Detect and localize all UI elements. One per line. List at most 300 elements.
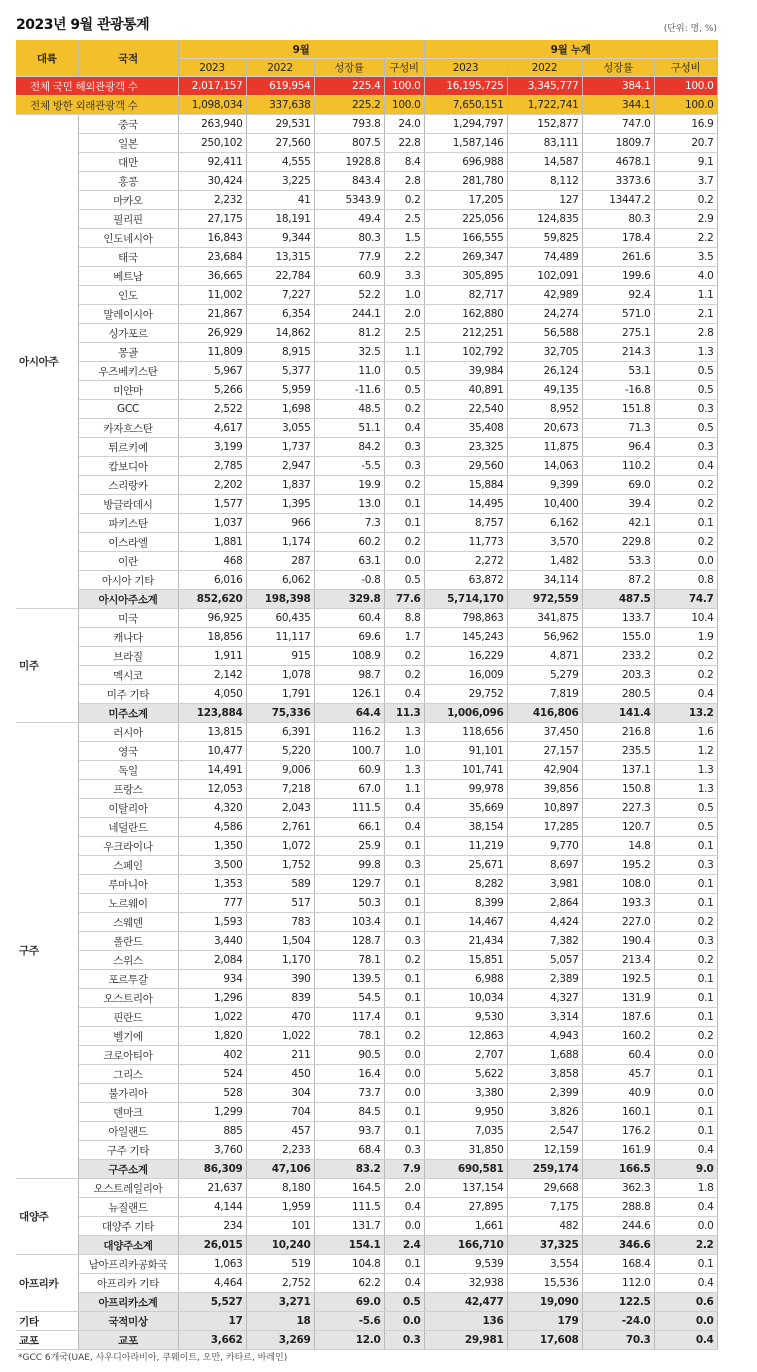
- value-cell: 26,015: [178, 1236, 246, 1255]
- value-cell: 362.3: [582, 1179, 654, 1198]
- value-cell: 26,124: [507, 362, 582, 381]
- value-cell: 519: [246, 1255, 314, 1274]
- value-cell: 2,707: [424, 1046, 507, 1065]
- value-cell: 27,157: [507, 742, 582, 761]
- value-cell: 24.0: [384, 115, 424, 134]
- value-cell: 100.0: [384, 77, 424, 96]
- value-cell: 7,382: [507, 932, 582, 951]
- value-cell: 3,314: [507, 1008, 582, 1027]
- total-label: 전체 국민 해외관광객 수: [16, 77, 178, 96]
- value-cell: 213.4: [582, 951, 654, 970]
- country-cell: 일본: [78, 134, 178, 153]
- value-cell: -5.6: [314, 1312, 384, 1331]
- value-cell: 2.0: [384, 1179, 424, 1198]
- region-cell: 교포: [16, 1331, 78, 1350]
- country-cell: 구주 기타: [78, 1141, 178, 1160]
- country-cell: 대양주소계: [78, 1236, 178, 1255]
- value-cell: 3,981: [507, 875, 582, 894]
- value-cell: 166.5: [582, 1160, 654, 1179]
- country-cell: 아시아 기타: [78, 571, 178, 590]
- value-cell: 3,570: [507, 533, 582, 552]
- value-cell: 1,722,741: [507, 96, 582, 115]
- value-cell: 263,940: [178, 115, 246, 134]
- country-cell: 미주 기타: [78, 685, 178, 704]
- value-cell: 1.9: [654, 628, 717, 647]
- value-cell: 75,336: [246, 704, 314, 723]
- value-cell: 108.9: [314, 647, 384, 666]
- value-cell: 261.6: [582, 248, 654, 267]
- value-cell: 0.0: [654, 552, 717, 571]
- value-cell: 1,959: [246, 1198, 314, 1217]
- country-cell: 우즈베키스탄: [78, 362, 178, 381]
- value-cell: 2,233: [246, 1141, 314, 1160]
- value-cell: 4,464: [178, 1274, 246, 1293]
- header-month: 9월: [178, 40, 424, 59]
- country-cell: 중국: [78, 115, 178, 134]
- value-cell: 1809.7: [582, 134, 654, 153]
- region-cell: 아프리카: [16, 1255, 78, 1312]
- value-cell: 225.4: [314, 77, 384, 96]
- value-cell: 5,220: [246, 742, 314, 761]
- table-row: [16, 191, 717, 210]
- value-cell: 59,825: [507, 229, 582, 248]
- value-cell: 141.4: [582, 704, 654, 723]
- value-cell: 0.1: [654, 514, 717, 533]
- value-cell: 127: [507, 191, 582, 210]
- country-cell: 핀란드: [78, 1008, 178, 1027]
- value-cell: 10,897: [507, 799, 582, 818]
- value-cell: 13.0: [314, 495, 384, 514]
- region-cell: 구주: [16, 723, 78, 1179]
- value-cell: 0.4: [654, 1198, 717, 1217]
- value-cell: 15,536: [507, 1274, 582, 1293]
- table-row: [16, 324, 717, 343]
- value-cell: 0.1: [654, 1122, 717, 1141]
- value-cell: 128.7: [314, 932, 384, 951]
- value-cell: 2,084: [178, 951, 246, 970]
- country-cell: 몽골: [78, 343, 178, 362]
- country-cell: 인도: [78, 286, 178, 305]
- value-cell: 571.0: [582, 305, 654, 324]
- country-cell: 대만: [78, 153, 178, 172]
- value-cell: 747.0: [582, 115, 654, 134]
- value-cell: 168.4: [582, 1255, 654, 1274]
- country-cell: 국적미상: [78, 1312, 178, 1331]
- value-cell: 346.6: [582, 1236, 654, 1255]
- value-cell: 77.9: [314, 248, 384, 267]
- value-cell: 390: [246, 970, 314, 989]
- subtotal-row: [16, 704, 717, 723]
- table-row: [16, 552, 717, 571]
- value-cell: 1,661: [424, 1217, 507, 1236]
- value-cell: 341,875: [507, 609, 582, 628]
- value-cell: 487.5: [582, 590, 654, 609]
- value-cell: 16.4: [314, 1065, 384, 1084]
- country-cell: 오스트레일리아: [78, 1179, 178, 1198]
- value-cell: 116.2: [314, 723, 384, 742]
- value-cell: 4,424: [507, 913, 582, 932]
- value-cell: 4,617: [178, 419, 246, 438]
- value-cell: 90.5: [314, 1046, 384, 1065]
- value-cell: 118,656: [424, 723, 507, 742]
- value-cell: 9,006: [246, 761, 314, 780]
- value-cell: 193.3: [582, 894, 654, 913]
- value-cell: 7.9: [384, 1160, 424, 1179]
- value-cell: 14,491: [178, 761, 246, 780]
- value-cell: 0.2: [654, 913, 717, 932]
- header-col: 2023: [178, 59, 246, 77]
- value-cell: 0.2: [654, 533, 717, 552]
- value-cell: 1.1: [384, 780, 424, 799]
- value-cell: 2,043: [246, 799, 314, 818]
- value-cell: 96.4: [582, 438, 654, 457]
- country-cell: 독일: [78, 761, 178, 780]
- value-cell: 1,737: [246, 438, 314, 457]
- header-col: 2023: [424, 59, 507, 77]
- table-row: [16, 742, 717, 761]
- country-cell: 파키스탄: [78, 514, 178, 533]
- value-cell: 18,191: [246, 210, 314, 229]
- value-cell: 4,320: [178, 799, 246, 818]
- value-cell: 0.2: [654, 647, 717, 666]
- value-cell: 0.3: [384, 932, 424, 951]
- value-cell: 20,673: [507, 419, 582, 438]
- value-cell: 0.4: [384, 818, 424, 837]
- table-row: [16, 989, 717, 1008]
- value-cell: 2.2: [384, 248, 424, 267]
- value-cell: 384.1: [582, 77, 654, 96]
- value-cell: 2.5: [384, 324, 424, 343]
- value-cell: 42,989: [507, 286, 582, 305]
- value-cell: 0.1: [384, 913, 424, 932]
- country-cell: 브라질: [78, 647, 178, 666]
- table-row: [16, 837, 717, 856]
- value-cell: 20.7: [654, 134, 717, 153]
- value-cell: 3,858: [507, 1065, 582, 1084]
- value-cell: 100.7: [314, 742, 384, 761]
- value-cell: 160.2: [582, 1027, 654, 1046]
- value-cell: 0.8: [654, 571, 717, 590]
- value-cell: 48.5: [314, 400, 384, 419]
- value-cell: 11,002: [178, 286, 246, 305]
- value-cell: 1,820: [178, 1027, 246, 1046]
- value-cell: 77.6: [384, 590, 424, 609]
- value-cell: 11.0: [314, 362, 384, 381]
- value-cell: 457: [246, 1122, 314, 1141]
- value-cell: 2,399: [507, 1084, 582, 1103]
- value-cell: 4,144: [178, 1198, 246, 1217]
- table-row: [16, 723, 717, 742]
- title-bar: [16, 10, 717, 34]
- table-row: [16, 1008, 717, 1027]
- value-cell: 112.0: [582, 1274, 654, 1293]
- value-cell: 0.2: [384, 533, 424, 552]
- value-cell: 2,272: [424, 552, 507, 571]
- value-cell: 178.4: [582, 229, 654, 248]
- value-cell: 151.8: [582, 400, 654, 419]
- value-cell: 1,482: [507, 552, 582, 571]
- value-cell: 482: [507, 1217, 582, 1236]
- value-cell: 0.1: [384, 837, 424, 856]
- country-cell: 스위스: [78, 951, 178, 970]
- table-row: [16, 495, 717, 514]
- value-cell: 416,806: [507, 704, 582, 723]
- value-cell: 13,315: [246, 248, 314, 267]
- value-cell: 192.5: [582, 970, 654, 989]
- value-cell: 807.5: [314, 134, 384, 153]
- value-cell: 2,142: [178, 666, 246, 685]
- value-cell: 783: [246, 913, 314, 932]
- value-cell: 0.1: [384, 1122, 424, 1141]
- table-row: [16, 647, 717, 666]
- value-cell: 1,294,797: [424, 115, 507, 134]
- value-cell: 0.2: [384, 191, 424, 210]
- table-row: [16, 229, 717, 248]
- value-cell: 216.8: [582, 723, 654, 742]
- value-cell: 3,760: [178, 1141, 246, 1160]
- value-cell: 8.8: [384, 609, 424, 628]
- value-cell: 0.1: [384, 1103, 424, 1122]
- region-cell: 대양주: [16, 1179, 78, 1255]
- country-cell: 구주소계: [78, 1160, 178, 1179]
- value-cell: 80.3: [582, 210, 654, 229]
- value-cell: 2.2: [654, 229, 717, 248]
- value-cell: 2.9: [654, 210, 717, 229]
- table-row: [16, 1255, 717, 1274]
- value-cell: 259,174: [507, 1160, 582, 1179]
- value-cell: 244.6: [582, 1217, 654, 1236]
- value-cell: 0.2: [384, 951, 424, 970]
- region-cell: 미주: [16, 609, 78, 723]
- value-cell: 190.4: [582, 932, 654, 951]
- value-cell: 517: [246, 894, 314, 913]
- value-cell: 0.4: [384, 685, 424, 704]
- value-cell: 131.7: [314, 1217, 384, 1236]
- value-cell: 50.3: [314, 894, 384, 913]
- value-cell: 468: [178, 552, 246, 571]
- table-row: [16, 609, 717, 628]
- value-cell: 51.1: [314, 419, 384, 438]
- value-cell: 0.2: [384, 666, 424, 685]
- value-cell: 17,285: [507, 818, 582, 837]
- value-cell: 9,539: [424, 1255, 507, 1274]
- value-cell: 102,792: [424, 343, 507, 362]
- value-cell: 5343.9: [314, 191, 384, 210]
- value-cell: 8,757: [424, 514, 507, 533]
- value-cell: 0.1: [384, 894, 424, 913]
- value-cell: 6,062: [246, 571, 314, 590]
- country-cell: 덴마크: [78, 1103, 178, 1122]
- value-cell: 934: [178, 970, 246, 989]
- country-cell: 스페인: [78, 856, 178, 875]
- value-cell: 131.9: [582, 989, 654, 1008]
- value-cell: 344.1: [582, 96, 654, 115]
- country-cell: 대양주 기타: [78, 1217, 178, 1236]
- region-cell: 기타: [16, 1312, 78, 1331]
- value-cell: 71.3: [582, 419, 654, 438]
- value-cell: 10,034: [424, 989, 507, 1008]
- value-cell: 0.4: [384, 1198, 424, 1217]
- value-cell: 14,862: [246, 324, 314, 343]
- value-cell: 3.5: [654, 248, 717, 267]
- value-cell: 0.5: [654, 818, 717, 837]
- value-cell: 22.8: [384, 134, 424, 153]
- value-cell: 1,881: [178, 533, 246, 552]
- total-label: 전체 방한 외래관광객 수: [16, 96, 178, 115]
- value-cell: 402: [178, 1046, 246, 1065]
- value-cell: 101: [246, 1217, 314, 1236]
- value-cell: 9,950: [424, 1103, 507, 1122]
- value-cell: 63,872: [424, 571, 507, 590]
- country-cell: 방글라데시: [78, 495, 178, 514]
- value-cell: 35,669: [424, 799, 507, 818]
- value-cell: 0.2: [384, 400, 424, 419]
- table-row: [16, 210, 717, 229]
- table-row: [16, 1103, 717, 1122]
- country-cell: 영국: [78, 742, 178, 761]
- value-cell: 73.7: [314, 1084, 384, 1103]
- value-cell: 1,022: [246, 1027, 314, 1046]
- value-cell: 852,620: [178, 590, 246, 609]
- value-cell: 70.3: [582, 1331, 654, 1350]
- value-cell: 42,904: [507, 761, 582, 780]
- value-cell: 2.4: [384, 1236, 424, 1255]
- value-cell: 0.0: [384, 1084, 424, 1103]
- value-cell: 12,159: [507, 1141, 582, 1160]
- value-cell: 2,785: [178, 457, 246, 476]
- value-cell: 0.1: [654, 1255, 717, 1274]
- country-cell: 필리핀: [78, 210, 178, 229]
- subtotal-row: [16, 590, 717, 609]
- value-cell: 7,227: [246, 286, 314, 305]
- country-cell: 불가리아: [78, 1084, 178, 1103]
- value-cell: 19,090: [507, 1293, 582, 1312]
- value-cell: 1,698: [246, 400, 314, 419]
- value-cell: 87.2: [582, 571, 654, 590]
- table-row: [16, 1046, 717, 1065]
- value-cell: 124,835: [507, 210, 582, 229]
- value-cell: 56,962: [507, 628, 582, 647]
- table-row: [16, 305, 717, 324]
- value-cell: 34,114: [507, 571, 582, 590]
- value-cell: 1.2: [654, 742, 717, 761]
- value-cell: 9.0: [654, 1160, 717, 1179]
- value-cell: 1,063: [178, 1255, 246, 1274]
- value-cell: 69.6: [314, 628, 384, 647]
- value-cell: 3,662: [178, 1331, 246, 1350]
- value-cell: 7,218: [246, 780, 314, 799]
- table-row: [16, 1179, 717, 1198]
- table-row: [16, 818, 717, 837]
- country-cell: 아시아주소계: [78, 590, 178, 609]
- value-cell: 18,856: [178, 628, 246, 647]
- table-row: [16, 1141, 717, 1160]
- country-cell: 크로아티아: [78, 1046, 178, 1065]
- value-cell: 1928.8: [314, 153, 384, 172]
- country-cell: 뉴질랜드: [78, 1198, 178, 1217]
- value-cell: 2.8: [384, 172, 424, 191]
- value-cell: 4.0: [654, 267, 717, 286]
- value-cell: 0.1: [384, 970, 424, 989]
- value-cell: 1,174: [246, 533, 314, 552]
- value-cell: 4678.1: [582, 153, 654, 172]
- table-row: [16, 1217, 717, 1236]
- value-cell: 5,057: [507, 951, 582, 970]
- value-cell: 2,864: [507, 894, 582, 913]
- value-cell: 1.6: [654, 723, 717, 742]
- value-cell: 39.4: [582, 495, 654, 514]
- value-cell: 162,880: [424, 305, 507, 324]
- country-cell: 스리랑카: [78, 476, 178, 495]
- value-cell: 49.4: [314, 210, 384, 229]
- value-cell: 60,435: [246, 609, 314, 628]
- value-cell: 1.3: [654, 761, 717, 780]
- value-cell: 0.5: [384, 381, 424, 400]
- country-cell: 교포: [78, 1331, 178, 1350]
- table-row: [16, 685, 717, 704]
- total-row: [16, 96, 717, 115]
- value-cell: 1,504: [246, 932, 314, 951]
- value-cell: 161.9: [582, 1141, 654, 1160]
- value-cell: 3,380: [424, 1084, 507, 1103]
- value-cell: 0.3: [384, 438, 424, 457]
- value-cell: 1.0: [384, 742, 424, 761]
- value-cell: 37,325: [507, 1236, 582, 1255]
- unit-note: (단위: 명, %): [663, 24, 717, 34]
- value-cell: 40,891: [424, 381, 507, 400]
- value-cell: 1.7: [384, 628, 424, 647]
- value-cell: -16.8: [582, 381, 654, 400]
- country-cell: 루마니아: [78, 875, 178, 894]
- table-row: [16, 571, 717, 590]
- value-cell: 11,117: [246, 628, 314, 647]
- value-cell: 16,195,725: [424, 77, 507, 96]
- country-cell: GCC: [78, 400, 178, 419]
- country-cell: 포르투갈: [78, 970, 178, 989]
- value-cell: 52.2: [314, 286, 384, 305]
- value-cell: 0.0: [384, 1217, 424, 1236]
- value-cell: 1,593: [178, 913, 246, 932]
- value-cell: 17: [178, 1312, 246, 1331]
- value-cell: 84.5: [314, 1103, 384, 1122]
- value-cell: 0.1: [654, 1103, 717, 1122]
- value-cell: 42.1: [582, 514, 654, 533]
- value-cell: 0.1: [384, 514, 424, 533]
- value-cell: 1,577: [178, 495, 246, 514]
- value-cell: 0.1: [654, 1065, 717, 1084]
- value-cell: 41: [246, 191, 314, 210]
- value-cell: 30,424: [178, 172, 246, 191]
- table-row: [16, 381, 717, 400]
- value-cell: 60.9: [314, 761, 384, 780]
- value-cell: 0.2: [654, 666, 717, 685]
- value-cell: 0.0: [384, 1065, 424, 1084]
- value-cell: 49,135: [507, 381, 582, 400]
- value-cell: 13447.2: [582, 191, 654, 210]
- table-row: [16, 932, 717, 951]
- value-cell: 166,710: [424, 1236, 507, 1255]
- value-cell: 1.8: [654, 1179, 717, 1198]
- value-cell: 227.0: [582, 913, 654, 932]
- value-cell: 5,266: [178, 381, 246, 400]
- table-row: [16, 761, 717, 780]
- value-cell: 123,884: [178, 704, 246, 723]
- table-row: [16, 134, 717, 153]
- value-cell: 0.2: [654, 951, 717, 970]
- value-cell: 12,053: [178, 780, 246, 799]
- country-cell: 말레이시아: [78, 305, 178, 324]
- value-cell: 0.5: [654, 381, 717, 400]
